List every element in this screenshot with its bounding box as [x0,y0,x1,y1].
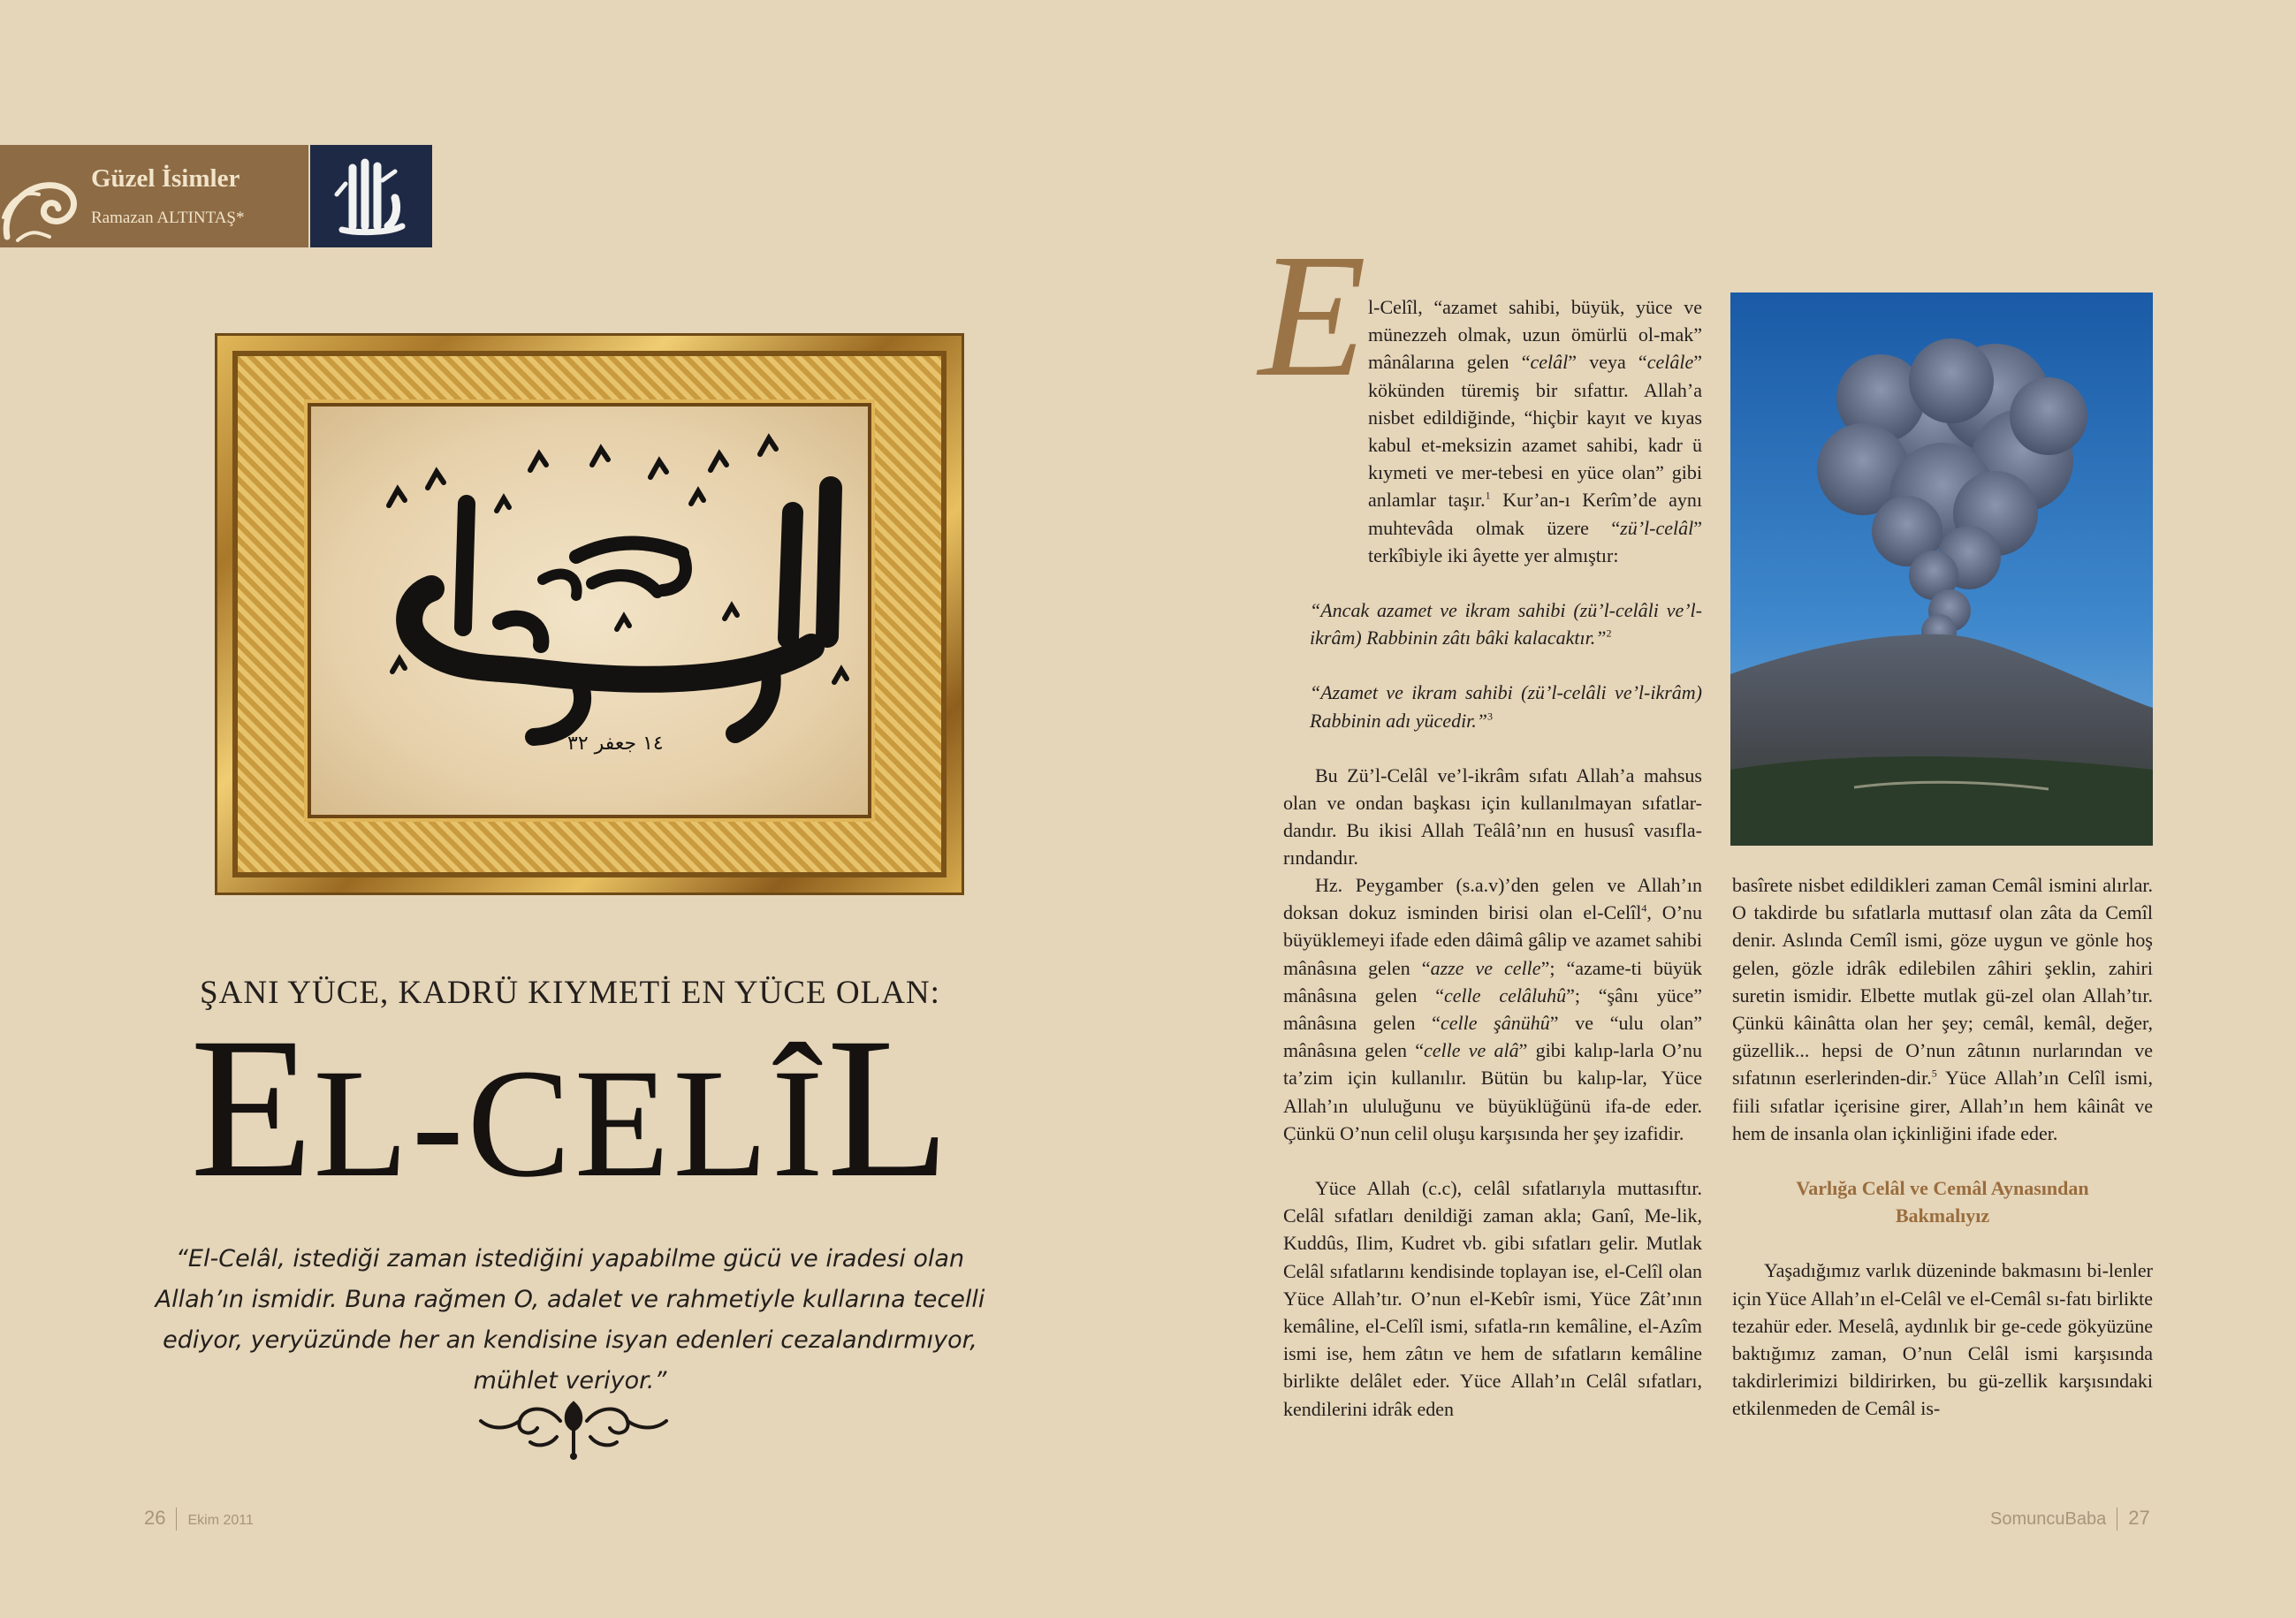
magazine-brand: SomuncuBaba [1990,1509,2107,1529]
issue-date: Ekim 2011 [187,1513,254,1528]
text-column-1 [1283,293,1702,872]
title-part-celi: CELÎ [467,1037,827,1210]
footnote-marker: 5 [1931,1067,1937,1081]
paragraph: Yüce Allah (c.c), celâl sıfatlarıyla muttasıftır. Celâl sıfatları denildiği zaman akla; Ganî, Me-lik, Kuddûs, Ilim, Kudret vb. gibi sıfatları gelir. Mutlak Celâl sıfatlarını kendisinde toplayan ise, el-Celîl olan Yüce Allah’tır. O’nun el-Kebîr ismi, Yüce Zât’ının kemâline, el-Celîl ismi, sıfatla-rın kemâline, el-Azîm ismi ise, hem zâtın ve hem de sıfatların kemâline birlikte delâlet eder. Yüce Allah’ın Celâl sıfatları, kendilerini idrâk eden [1283,1177,1702,1420]
article-subtitle: ŞANI YÜCE, KADRÜ KIYMETİ EN YÜCE OLAN: [200,975,940,1011]
allah-calligraphy-logo-icon [310,145,432,247]
paragraph [1283,871,1702,1147]
floral-divider-ornament-icon [475,1394,672,1460]
text-run: ” gibi kalıp-larla O’nu ta’zim için kullanılır. Bütün bu kalıp-lar, Yüce Allah’ın ululuğunu ve büyüklüğünü ifa-de eder. Çünkü O’nun celil oluşu karşısında her şey izafidir. [1283,1039,1702,1144]
calligraphy-date: ١٤ جعفر ٣٢ [567,733,664,755]
text-run: ”; “şânı yüce” mânâsına gelen “ [1283,984,1702,1035]
article-title [0,997,1140,1219]
paragraph-intro [1283,293,1702,569]
text-run: Hz. Peygamber (s.a.v)’den gelen ve Allah’ın doksan dokuz isminden birisi olan el-Celîl [1283,874,1702,924]
verse-text: “Azamet ve ikram sahibi (zü’l-celâli ve’l-ikrâm) Rabbinin adı yücedir.” [1310,681,1702,732]
text-run: , O’nu büyüklemeyi ifade eden dâimâ gâlip ve azamet sahibi mânâsına gelen “ [1283,901,1702,979]
footer-divider [176,1508,177,1531]
text-run: ”; “azame-ti büyük mânâsına gelen “ [1283,956,1702,1007]
text-run: l-Celîl, “azamet sahibi, büyük, yüce ve münezzeh olmak, uzun ömürlü ol-mak” mânâlarına gelen “ [1368,296,1702,374]
paragraph: Bu Zü’l-Celâl ve’l-ikrâm sıfatı Allah’a mahsus olan ve ondan başkası için kullanılmayan sıfatlar-dandır. Bu ikisi Allah Teâlâ’nın en hususî vasıfla-rındandır. [1283,763,1702,870]
text-run: ” veya “ [1568,351,1647,374]
text-column-3 [1732,871,2153,1423]
paragraph: Yaşadığımız varlık düzeninde bakmasını bi-lenler için Yüce Allah’ın el-Celâl ve el-Cemâl sı-fatı birlikte tezahür eder. Meselâ, aydınlık bir ge-cede gökyüzüne baktığımız zaman, O’nun Celâl ismi karşısında takdirlerimizi bildirirken, bu gü-zellik karşısındaki etkilenmeden de Cemâl is- [1732,1259,2153,1420]
text-run: Kur’an-ı Kerîm’de aynı muhtevâda olmak üzere “ [1368,489,1702,539]
section-heading: Varlığa Celâl ve Cemâl Aynasından Bakmalıyız [1796,1177,2089,1227]
italic-term: celle şânühû [1440,1012,1550,1035]
italic-term: celle ve alâ [1423,1039,1519,1062]
footnote-marker: 3 [1487,710,1494,723]
italic-term: azze ve celle [1430,956,1541,979]
text-column-2 [1283,871,1702,1423]
verse-quote-1 [1283,596,1702,651]
verse-quote-2 [1283,679,1702,733]
italic-term: celle celâluhû [1444,984,1567,1007]
text-run: ” ve “ulu olan” mânâsına gelen “ [1283,1012,1702,1062]
title-part-l: L- [313,1037,468,1210]
swirl-ornament-icon [0,156,88,244]
author-name: Ramazan ALTINTAŞ* [91,209,245,227]
footnote-marker: 2 [1606,627,1612,640]
text-run: Yüce Allah’ın Celîl ismi, fiili sıfatlar içerisine girer, Allah’ın hem kâinât ve hem de insanla olan içkinliğini ifade eder. [1732,1067,2153,1144]
el-celil-calligraphy-artwork [311,406,868,815]
verse-text: “Ancak azamet ve ikram sahibi (zü’l-celâli ve’l-ikrâm) Rabbinin zâtı bâki kalacaktır.” [1310,599,1702,649]
volcano-eruption-photo [1730,292,2153,846]
section-title: Güzel İsimler [91,164,240,193]
drop-cap: E [1258,218,1367,414]
page-number-left: 26 [144,1507,166,1529]
italic-term: celâle [1646,351,1694,374]
footnote-marker: 4 [1641,901,1647,915]
pull-quote: “El-Celâl, istediği zaman istediğini yapabilme gücü ve iradesi olan Allah’ın ismidir. Buna rağmen O, adalet ve rahmetiyle kullarına tecelli ediyor, yeryüzünde her an kendisine isyan edenleri cezalandırmıyor, mühlet veriyor.” [155,1245,985,1394]
text-run: basîrete nisbet edildikleri zaman Cemâl ismini alırlar. O takdirde bu sıfatlarla muttasıf olan zâta da Cemîl denir. Aslında Cemîl ismi, göze uygun ve gönle hoş gelen, gözle idrâk edilebilen zâhiri şeklin, zahiri suretin ismidir. Elbette mutlak gü-zel olan Allah’tır. Çünkü kâinâtta olan her şey; cemâl, kemâl, değer, güzellik... hepsi de O’nun zâtının nurlarından ve sıfatının eserlerinden-dir. [1732,874,2153,1090]
title-letter-e: E [190,997,314,1219]
text-run: ” kökünden türemiş bir sıfattır. Allah’a nisbet edildiğinde, “hiçbir kayıt ve kıyas kabul et-meksizin azamet sahibi, kadr ü kıymeti ve mer-tebesi en yüce olan” gibi anlamlar taşır. [1368,351,1702,512]
title-letter-l: L [826,997,950,1219]
italic-term: zü’l-celâl [1620,516,1694,539]
page-number-right: 27 [2128,1507,2150,1529]
text-run: ” terkîbiyle iki âyette yer almıştır: [1368,516,1702,566]
paragraph [1732,871,2153,1147]
footnote-marker: 1 [1485,490,1491,503]
italic-term: celâl [1530,351,1569,374]
footer-left [144,1507,254,1531]
footer-right [1990,1507,2150,1531]
